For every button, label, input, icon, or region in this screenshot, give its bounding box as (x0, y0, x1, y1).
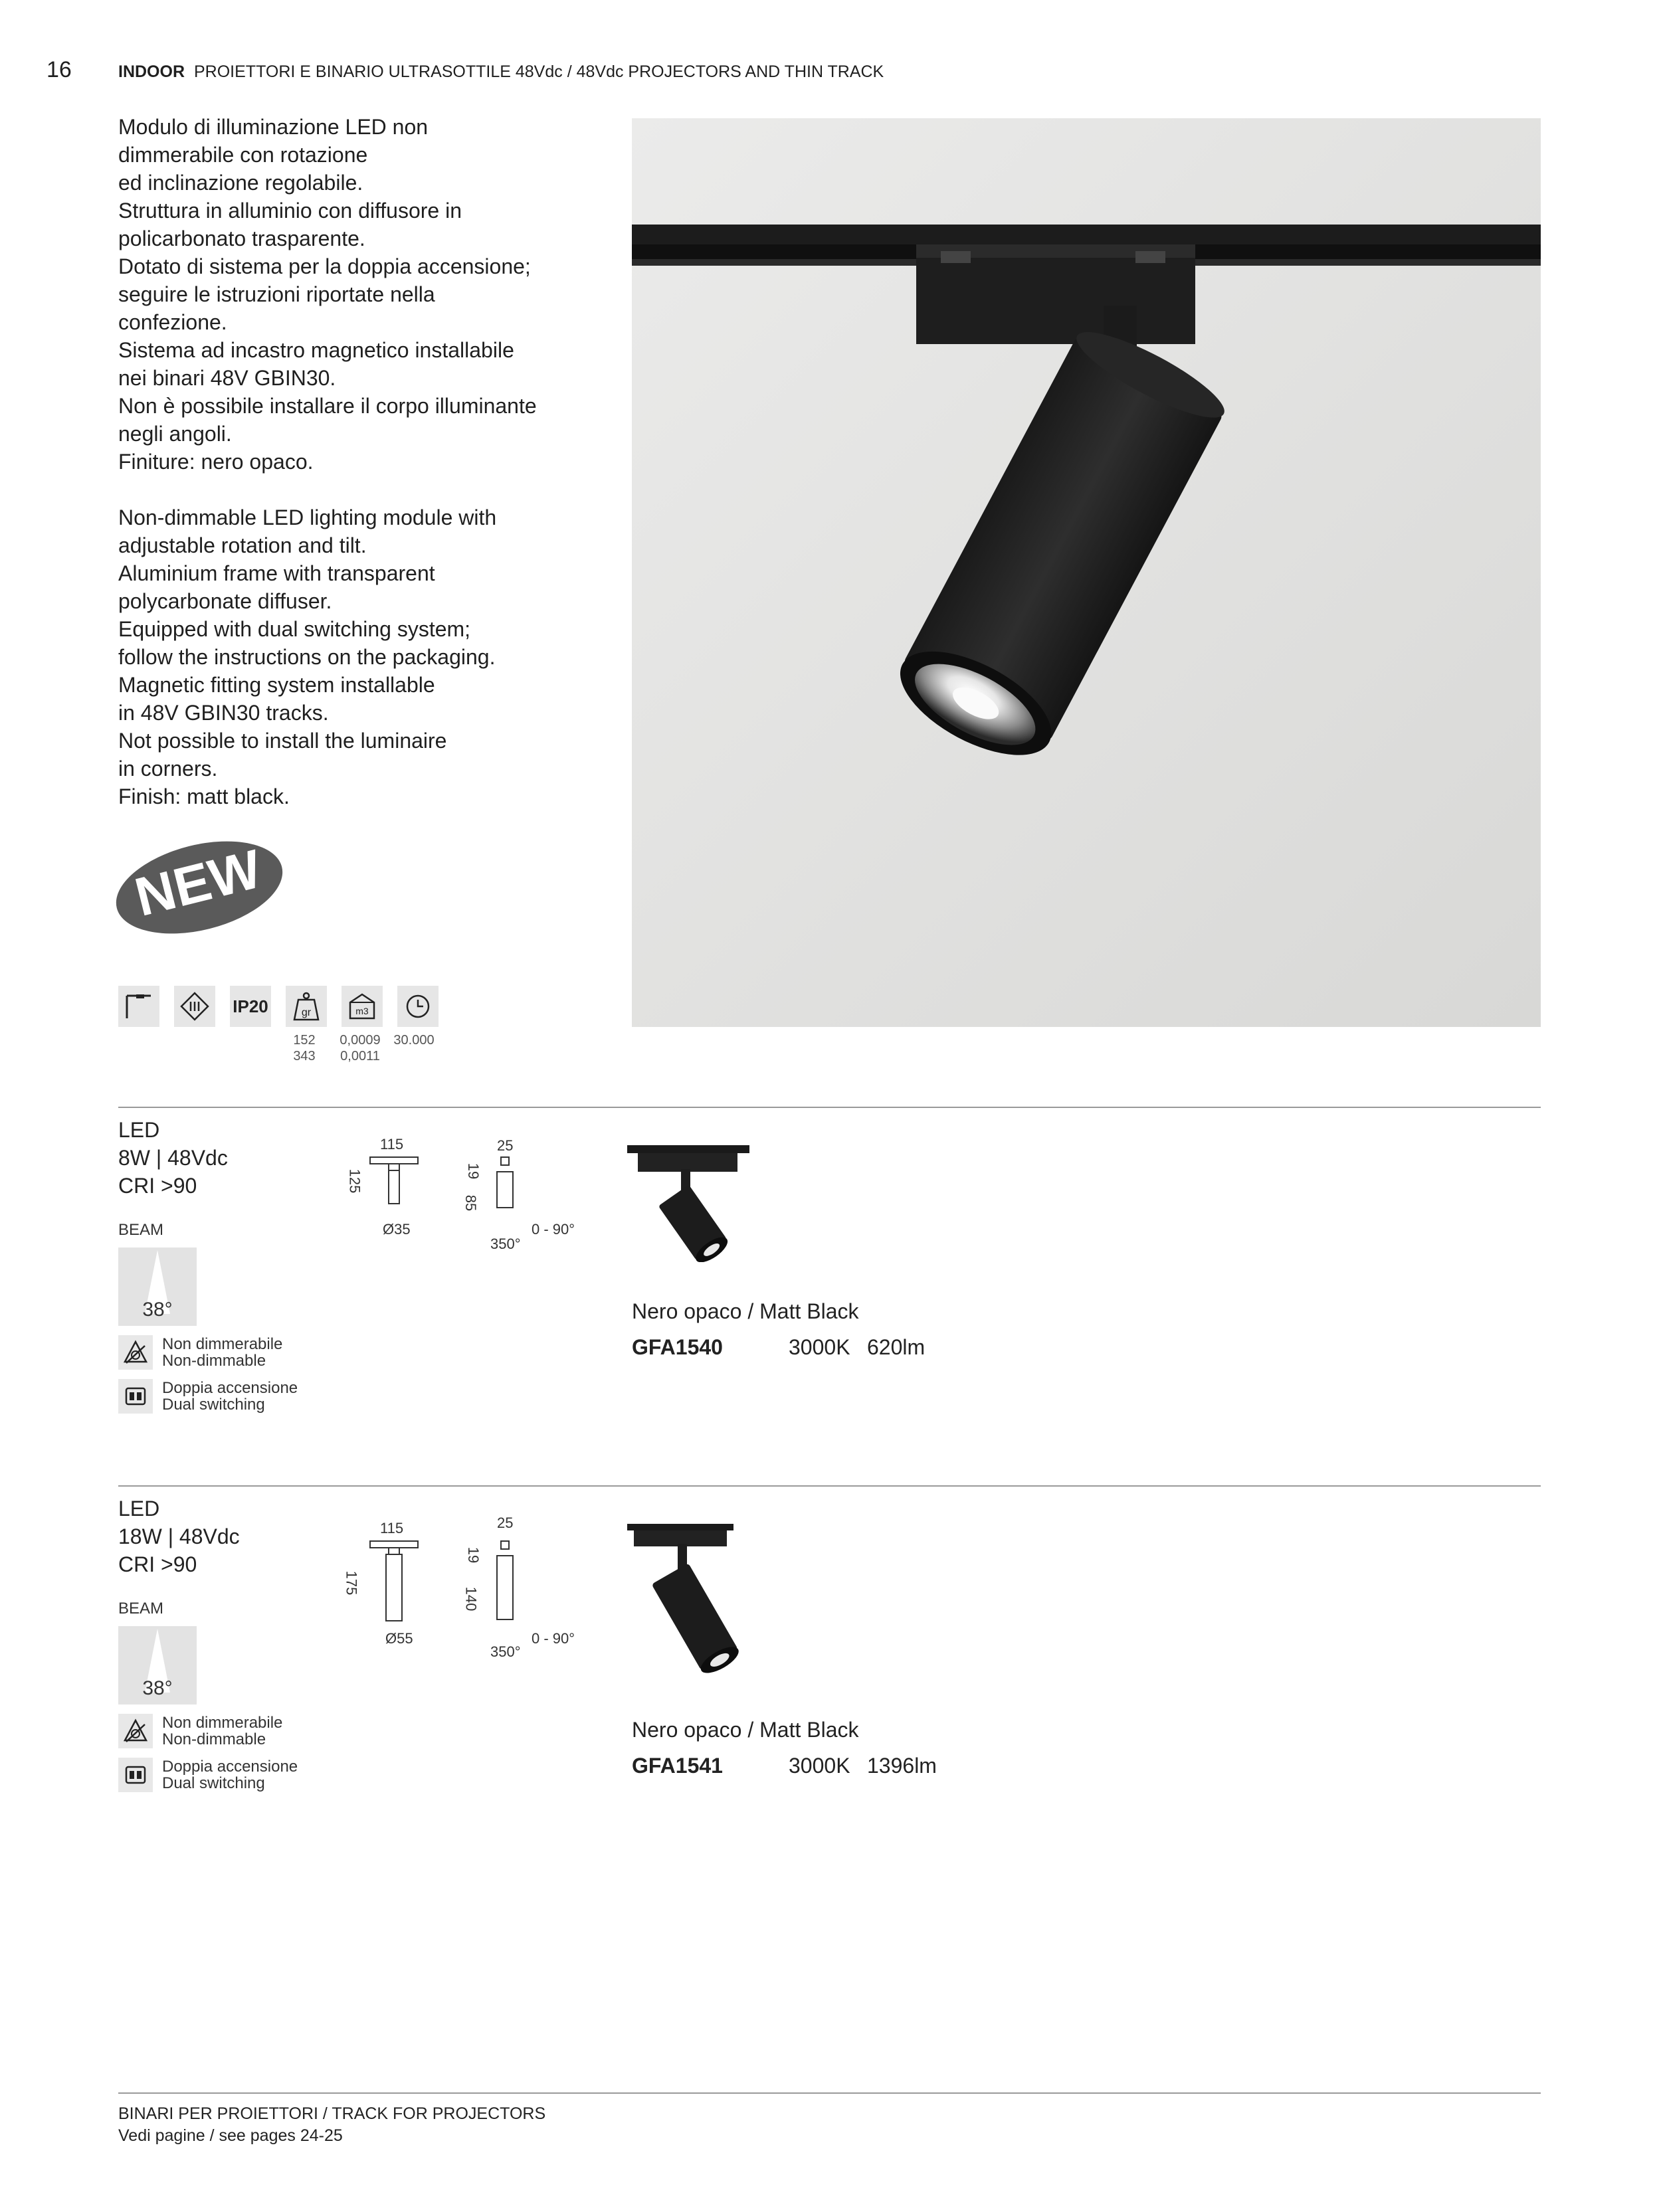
feature-label-en: Non-dimmable (162, 1730, 266, 1748)
section-label: INDOOR (118, 62, 185, 81)
product-code-row (632, 1754, 937, 1778)
power-voltage: 18W | 48Vdc (118, 1524, 240, 1548)
feature-dual-switching (118, 1758, 298, 1792)
new-badge-label: NEW (129, 840, 268, 928)
color-temperature: 3000K (789, 1754, 850, 1778)
dim-rotation: 350° (490, 1643, 521, 1660)
class-iii-icon (174, 986, 215, 1027)
product-2-specs (118, 1495, 240, 1578)
track-mount-icon (118, 986, 159, 1027)
power-voltage: 8W | 48Vdc (118, 1146, 228, 1170)
non-dimmable-icon (118, 1335, 153, 1370)
footer-note (118, 2103, 545, 2147)
desc-line: Modulo di illuminazione LED non (118, 115, 429, 139)
page-number: 16 (47, 57, 72, 82)
desc-line: adjustable rotation and tilt. (118, 533, 367, 557)
desc-line: Finiture: nero opaco. (118, 450, 314, 474)
dimension-drawing-1 (332, 1129, 598, 1262)
desc-line: confezione. (118, 310, 227, 334)
volume-values (332, 1032, 388, 1064)
light-source: LED (118, 1497, 160, 1521)
feature-label-it: Doppia accensione (162, 1758, 298, 1776)
desc-line: policarbonato trasparente. (118, 227, 365, 250)
product-code-row (632, 1335, 925, 1360)
dual-switching-icon (118, 1758, 153, 1792)
spec-icon-row (118, 986, 439, 1027)
lifetime-clock-icon (397, 986, 439, 1027)
desc-line: Dotato di sistema per la doppia accensione; (118, 254, 531, 278)
dim-head: 25 (497, 1137, 514, 1154)
desc-line: Finish: matt black. (118, 784, 290, 808)
dim-a: 19 (465, 1162, 482, 1180)
page-header (47, 57, 884, 83)
dim-b: 140 (462, 1586, 480, 1612)
desc-line: nei binari 48V GBIN30. (118, 366, 336, 390)
beam-label: BEAM (118, 1600, 164, 1617)
ip-rating-label: IP20 (233, 996, 268, 1016)
lumen-output: 620lm (867, 1335, 926, 1359)
dim-diameter: Ø55 (385, 1630, 413, 1647)
dim-diameter: Ø35 (383, 1221, 411, 1238)
desc-line: Aluminium frame with transparent (118, 561, 435, 585)
finish-label: Nero opaco / Matt Black (632, 1718, 859, 1742)
feature-label-it: Non dimmerabile (162, 1714, 283, 1732)
feature-label-en: Non-dimmable (162, 1352, 266, 1370)
lumen-output: 1396lm (867, 1754, 937, 1778)
page-title: PROIETTORI E BINARIO ULTRASOTTILE 48Vdc / 48Vdc PROJECTORS AND THIN TRACK (194, 62, 884, 81)
weight-values (280, 1032, 328, 1064)
desc-line: Non è possibile installare il corpo illuminante (118, 394, 537, 418)
beam-angle-value: 38° (142, 1299, 173, 1321)
desc-line: Equipped with dual switching system; (118, 617, 471, 641)
ip-rating-icon (230, 986, 271, 1027)
dim-height: 125 (346, 1168, 363, 1194)
footer-page-ref: Vedi pagine / see pages 24-25 (118, 2126, 343, 2145)
desc-line: ed inclinazione regolabile. (118, 171, 363, 195)
footer-link-text: BINARI PER PROIETTORI / TRACK FOR PROJECTORS (118, 2104, 546, 2123)
feature-label-en: Dual switching (162, 1774, 265, 1792)
weight-value: 152 (293, 1033, 316, 1048)
non-dimmable-icon (118, 1714, 153, 1748)
product-code: GFA1541 (632, 1754, 723, 1778)
finish-label: Nero opaco / Matt Black (632, 1299, 859, 1323)
desc-line: negli angoli. (118, 422, 232, 446)
section-divider (118, 1485, 1541, 1487)
lifetime-value: 30.000 (393, 1033, 435, 1048)
desc-line: polycarbonate diffuser. (118, 589, 332, 613)
footer-divider (118, 2092, 1541, 2094)
beam-label: BEAM (118, 1221, 164, 1239)
dim-width: 115 (380, 1520, 404, 1536)
dual-switching-icon (118, 1379, 153, 1414)
product-code: GFA1540 (632, 1335, 723, 1359)
cri-value: CRI >90 (118, 1174, 197, 1198)
weight-value: 343 (293, 1049, 316, 1063)
lifetime-values (389, 1032, 439, 1048)
desc-line: Sistema ad incastro magnetico installabile (118, 338, 514, 362)
description-italian (118, 113, 577, 476)
weight-icon-label: gr (301, 1007, 312, 1018)
feature-label-it: Non dimmerabile (162, 1335, 283, 1353)
beam-angle-value: 38° (142, 1677, 173, 1699)
section-divider (118, 1107, 1541, 1108)
dim-rotation: 350° (490, 1236, 521, 1252)
dim-height: 175 (343, 1570, 360, 1596)
feature-non-dimmable (118, 1335, 282, 1370)
feature-label-en: Dual switching (162, 1396, 265, 1414)
dim-tilt: 0 - 90° (532, 1630, 575, 1647)
weight-icon (286, 986, 327, 1027)
dimension-drawing-2 (332, 1508, 598, 1661)
desc-line: Magnetic fitting system installable (118, 673, 435, 697)
desc-line: in 48V GBIN30 tracks. (118, 701, 329, 725)
volume-icon-label: m3 (355, 1006, 369, 1016)
desc-line: in corners. (118, 757, 218, 781)
cri-value: CRI >90 (118, 1552, 197, 1576)
volume-value: 0,0011 (340, 1049, 380, 1063)
product-thumbnail-2 (625, 1521, 757, 1674)
feature-non-dimmable (118, 1714, 282, 1748)
feature-label-it: Doppia accensione (162, 1379, 298, 1397)
dim-head: 25 (497, 1515, 514, 1531)
desc-line: Not possible to install the luminaire (118, 729, 447, 753)
new-badge (113, 840, 286, 935)
desc-line: seguire le istruzioni riportate nella (118, 282, 435, 306)
dim-tilt: 0 - 90° (532, 1221, 575, 1238)
product-photo (632, 118, 1541, 1027)
light-source: LED (118, 1118, 160, 1142)
desc-line: Struttura in alluminio con diffusore in (118, 199, 462, 223)
volume-icon (342, 986, 383, 1027)
product-thumbnail-1 (625, 1143, 757, 1262)
desc-line: Non-dimmable LED lighting module with (118, 506, 497, 529)
dim-b: 85 (462, 1194, 480, 1212)
description-english (118, 504, 577, 810)
dim-a: 19 (465, 1546, 482, 1564)
feature-dual-switching (118, 1379, 298, 1414)
desc-line: follow the instructions on the packaging. (118, 645, 496, 669)
volume-value: 0,0009 (340, 1033, 381, 1048)
color-temperature: 3000K (789, 1335, 850, 1359)
desc-line: dimmerabile con rotazione (118, 143, 368, 167)
dim-width: 115 (380, 1136, 404, 1152)
product-1-specs (118, 1116, 228, 1200)
